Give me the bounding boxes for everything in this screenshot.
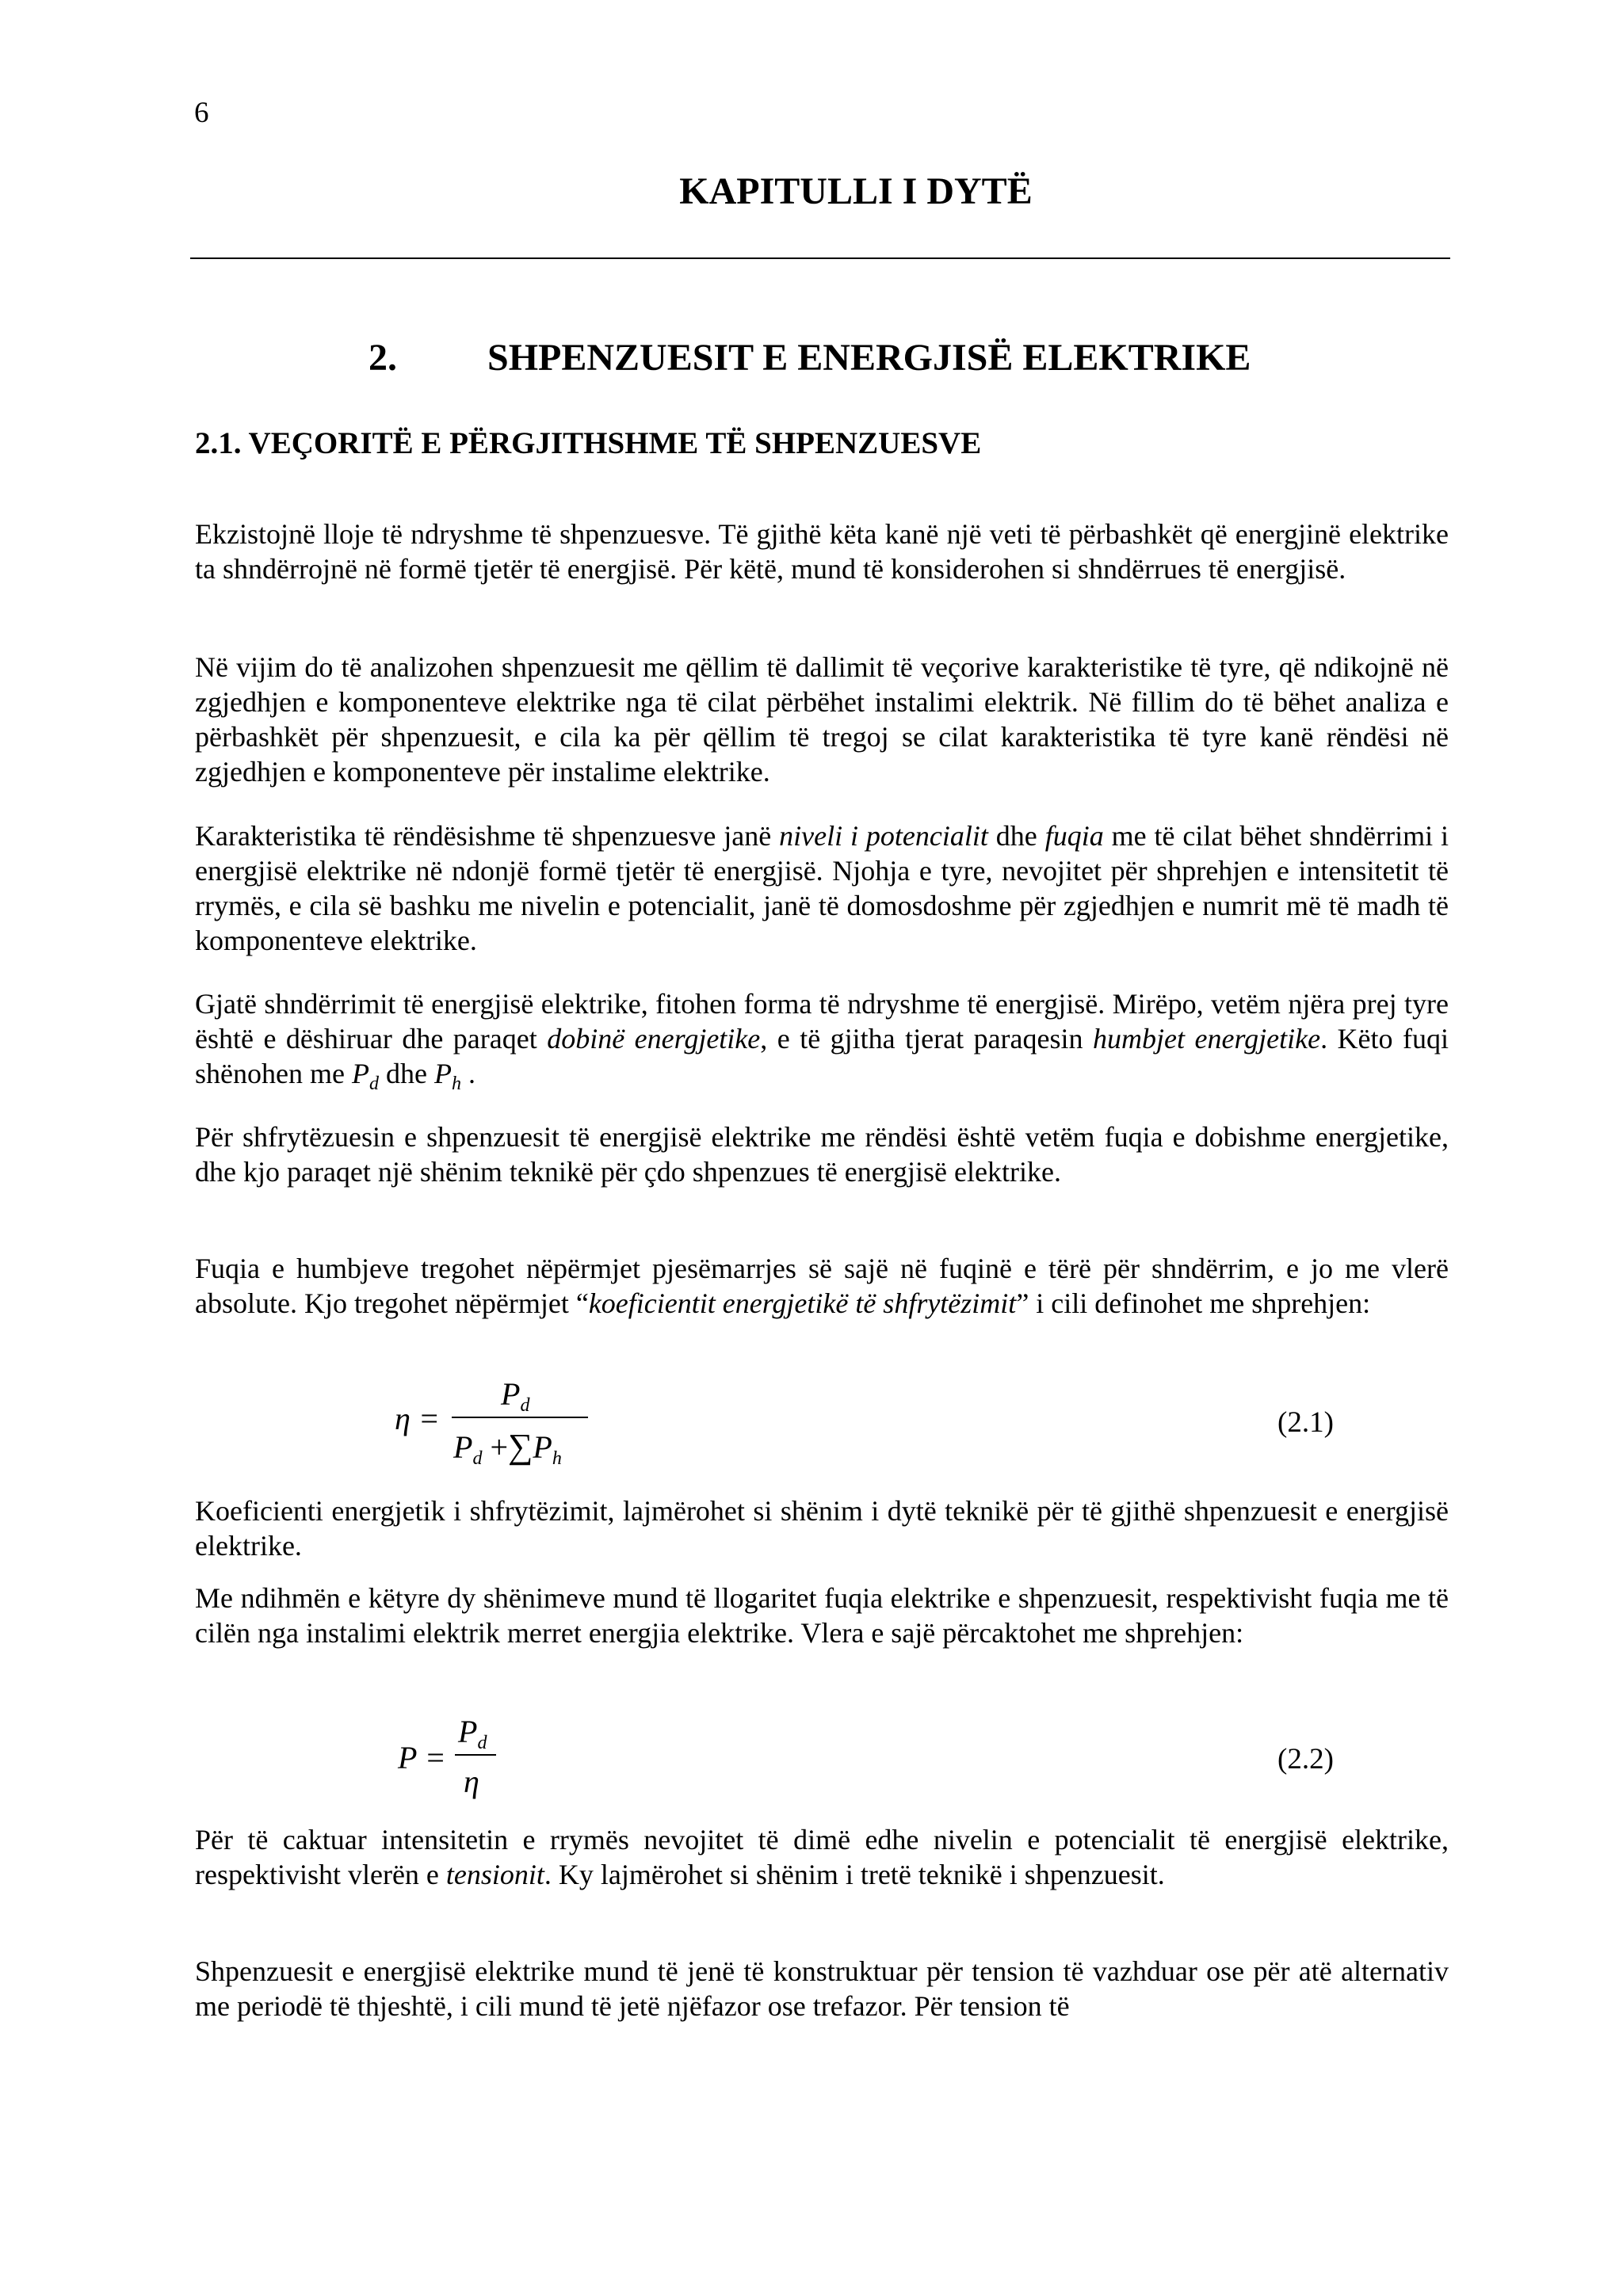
- paragraph-1: Ekzistojnë lloje të ndryshme të shpenzuesve. Të gjithë këta kanë një veti të përbashkët që energjinë elektrike ta shndërrojnë në formë tjetër të energjisë. Për këtë, mund të konsiderohen si shndërrues të energjisë.: [195, 518, 1449, 585]
- page-number: 6: [194, 97, 209, 129]
- section-title-text: SHPENZUESIT E ENERGJISË ELEKTRIKE: [487, 337, 1251, 379]
- eq2-numerator: $P_d$: [458, 1714, 487, 1753]
- paragraph-5: Për shfrytëzuesin e shpenzuesit të energjisë elektrike me rëndësi është vetëm fuqia e dobishme energjetike, dhe kjo paraqet një shënim teknikë për çdo shpenzues të energjisë elektrike.: [195, 1121, 1449, 1188]
- paragraph-8: Me ndihmën e këtyre dy shënimeve mund të llogaritet fuqia elektrike e shpenzuesit, respektivisht fuqia me të cilën nga instalimi elektrik merret energjia elektrike. Vlera e sajë përcaktohet me shprehjen:: [195, 1582, 1449, 1649]
- paragraph-4: Gjatë shndërrimit të energjisë elektrike, fitohen forma të ndryshme të energjisë. Mirëpo, vetëm njëra prej tyre është e dëshiruar dhe paraqet dobinë energjetike, e të gjitha tjerat paraqesin humbjet energjetike. Këto fuqi shënohen me $P_d$ dhe $P_h$ .: [195, 988, 1449, 1094]
- section-title: [369, 339, 1251, 377]
- paragraph-3: Karakteristika të rëndësishme të shpenzuesve janë niveli i potencialit dhe fuqia me të cilat bëhet shndërrimi i energjisë elektrike në ndonjë formë tjetër të energjisë. Njohja e tyre, nevojitet për shprehjen e intensitetit të rrymës, e cila së bashku me nivelin e potencialit, janë të domosdoshme për zgjedhjen e numrit më të madh të komponenteve elektrike.: [195, 820, 1449, 956]
- eq2-lhs: P =: [398, 1740, 446, 1775]
- eq1-denominator: $P_d +\sum P_h$: [453, 1427, 562, 1469]
- subsection-title: 2.1. VEÇORITË E PËRGJITHSHME TË SHPENZUESVE: [195, 426, 982, 460]
- eq1-lhs: η =: [395, 1401, 440, 1436]
- eq2-fraction-line: [455, 1754, 496, 1756]
- horizontal-rule: [190, 257, 1450, 259]
- paragraph-2: Në vijim do të analizohen shpenzuesit me qëllim të dallimit të veçorive karakteristike të tyre, që ndikojnë në zgjedhjen e komponenteve elektrike nga të cilat përbëhet instalimi elektrik. Në fillim do të bëhet analiza e përbashkët për shpenzuesit, e cila ka për qëllim të tregoj se cilat karakteristika të tyre kanë rëndësi në zgjedhjen e komponenteve për instalime elektrike.: [195, 651, 1449, 788]
- paragraph-9: Për të caktuar intensitetin e rrymës nevojitet të dimë edhe nivelin e potencialit të energjisë elektrike, respektivisht vlerën e tensionit. Ky lajmërohet si shënim i tretë teknikë i shpenzuesit.: [195, 1824, 1449, 1890]
- section-number: 2.: [369, 337, 397, 379]
- paragraph-10: Shpenzuesit e energjisë elektrike mund të jenë të konstruktuar për tension të vazhduar ose për atë alternativ me periodë të thjeshtë, i cili mund të jetë njëfazor ose trefazor. Për tension të: [195, 1955, 1449, 2022]
- eq1-number: (2.1): [1277, 1406, 1334, 1439]
- eq1-fraction-line: [452, 1417, 588, 1418]
- eq2-number: (2.2): [1277, 1743, 1334, 1775]
- eq1-numerator: $P_d$: [501, 1376, 530, 1416]
- paragraph-6: Fuqia e humbjeve tregohet nëpërmjet pjesëmarrjes së sajë në fuqinë e tërë për shndërrim, e jo me vlerë absolute. Kjo tregohet nëpërmjet “koeficientit energjetikë të shfrytëzimit” i cili definohet me shprehjen:: [195, 1253, 1449, 1319]
- eq2-denominator: η: [464, 1764, 479, 1799]
- paragraph-7: Koeficienti energjetik i shfrytëzimit, lajmërohet si shënim i dytë teknikë për të gjithë shpenzuesit e energjisë elektrike.: [195, 1495, 1449, 1562]
- chapter-title: KAPITULLI I DYTË: [679, 170, 1033, 212]
